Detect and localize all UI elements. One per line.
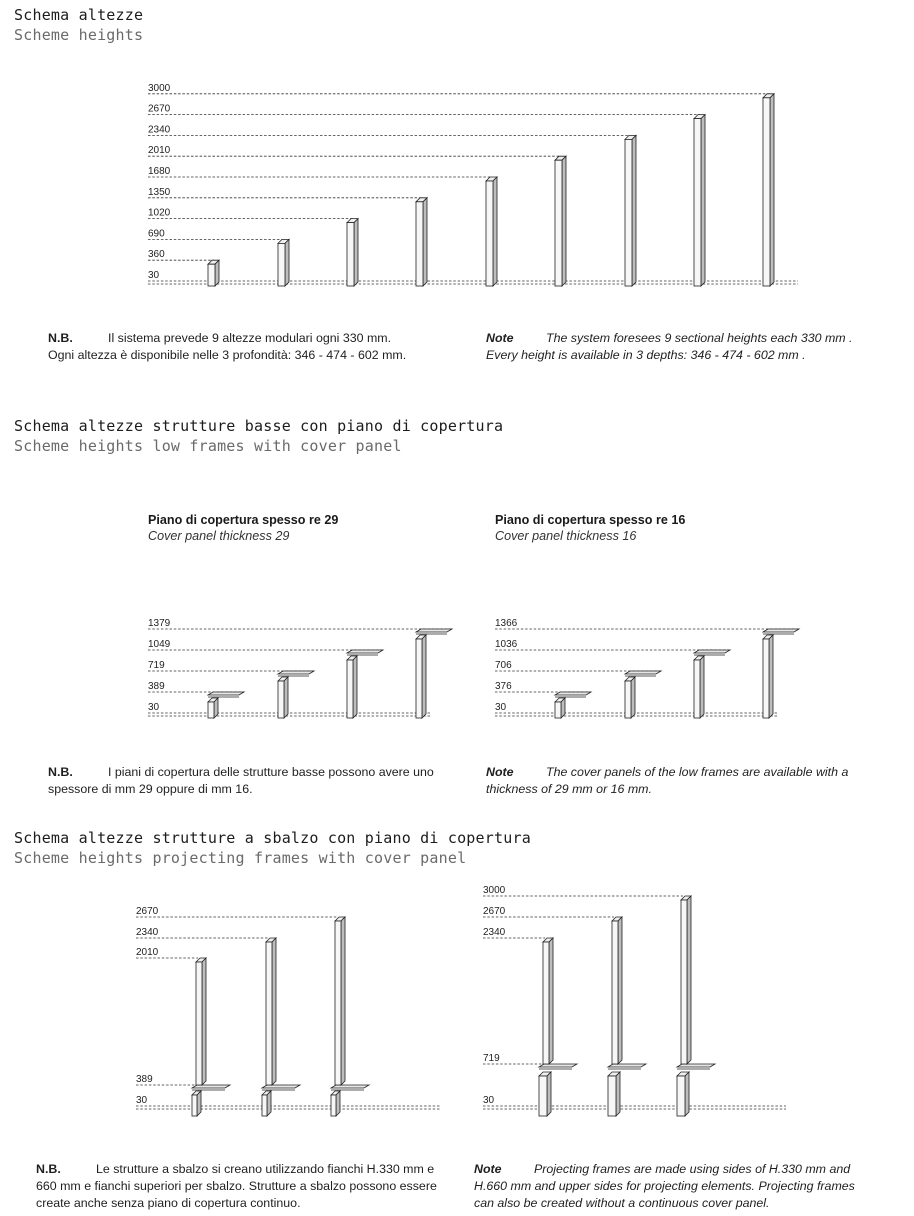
note-line: Every height is available in 3 depths: 346 - 474 - 602 mm . xyxy=(486,348,806,362)
base-side-panel-side xyxy=(616,1072,620,1116)
low-side-panel xyxy=(347,660,353,718)
low-side-panel-side xyxy=(769,635,773,718)
upper-side-panel xyxy=(335,921,341,1085)
height-label: 719 xyxy=(148,660,165,671)
upper-side-panel xyxy=(266,942,272,1085)
height-label: 1036 xyxy=(495,639,518,650)
side-panel-side xyxy=(562,156,566,286)
caption-it: Piano di copertura spesso re 29 xyxy=(148,513,339,527)
note-line: Il sistema prevede 9 altezze modulari ogni 330 mm. xyxy=(108,331,392,345)
base-side-panel-side xyxy=(336,1091,340,1116)
low-side-panel-side xyxy=(700,656,704,718)
base-side-panel xyxy=(539,1076,547,1116)
note-label: N.B. xyxy=(36,1162,61,1176)
height-label: 2010 xyxy=(136,947,159,958)
cover-panel xyxy=(331,1085,369,1088)
upper-side-panel-side xyxy=(341,917,345,1085)
note-line: The cover panels of the low frames are available with a xyxy=(546,765,849,779)
caption-en: Cover panel thickness 29 xyxy=(148,529,290,543)
side-panel xyxy=(208,264,215,286)
low-side-panel-side xyxy=(422,635,426,718)
upper-side-panel-side xyxy=(549,938,553,1064)
note-label: Note xyxy=(474,1162,502,1176)
note-label: N.B. xyxy=(48,765,73,779)
low-side-panel xyxy=(278,681,284,718)
height-label: 30 xyxy=(148,702,160,713)
note-line: H.660 mm and upper sides for projecting elements. Projecting frames xyxy=(474,1179,855,1193)
section2-note-it xyxy=(48,764,434,798)
note-line: spessore di mm 29 oppure di mm 16. xyxy=(48,782,253,796)
cover-panel xyxy=(677,1064,715,1067)
height-label: 690 xyxy=(148,228,165,240)
side-panel-side xyxy=(285,239,289,286)
height-label: 2340 xyxy=(136,927,159,938)
upper-side-panel-side xyxy=(202,958,206,1085)
note-label: Note xyxy=(486,331,514,345)
base-side-panel xyxy=(262,1095,267,1116)
cover-panel xyxy=(555,692,591,695)
height-label: 389 xyxy=(148,681,165,692)
section1-note-it xyxy=(48,330,406,364)
height-label: 376 xyxy=(495,681,512,692)
cover-panel xyxy=(192,1085,230,1088)
upper-side-panel xyxy=(612,921,618,1064)
left-panel-caption xyxy=(148,512,338,544)
upper-side-panel-side xyxy=(618,917,622,1064)
height-label: 719 xyxy=(483,1053,500,1064)
section3-subtitle: Scheme heights projecting frames with cover panel xyxy=(14,849,467,867)
height-label: 360 xyxy=(148,249,165,261)
side-panel xyxy=(486,181,493,286)
section2-title: Schema altezze strutture basse con piano di copertura xyxy=(14,417,504,435)
base-side-panel xyxy=(608,1076,616,1116)
base-side-panel-side xyxy=(267,1091,271,1116)
height-label: 30 xyxy=(148,270,160,281)
note-line: I piani di copertura delle strutture basse possono avere uno xyxy=(108,765,434,779)
height-label: 1680 xyxy=(148,166,171,177)
note-label: Note xyxy=(486,765,514,779)
cover-panel xyxy=(347,650,383,653)
cover-panel xyxy=(694,650,730,653)
note-line: create anche senza piano di copertura continuo. xyxy=(36,1196,301,1210)
cover-panel xyxy=(208,692,244,695)
section3-title: Schema altezze strutture a sbalzo con piano di copertura xyxy=(14,829,531,847)
base-side-panel-side xyxy=(685,1072,689,1116)
height-label: 1350 xyxy=(148,186,171,198)
height-label: 706 xyxy=(495,660,512,671)
side-panel xyxy=(763,98,770,286)
low-side-panel xyxy=(763,639,769,718)
side-panel-side xyxy=(701,115,705,286)
cover-panel xyxy=(416,629,452,632)
note-line: Le strutture a sbalzo si creano utilizzando fianchi H.330 mm e xyxy=(96,1162,435,1176)
side-panel xyxy=(625,139,632,286)
height-label: 1020 xyxy=(148,207,171,219)
section1-note-en xyxy=(486,330,852,364)
height-label: 1049 xyxy=(148,639,171,650)
low-side-panel-side xyxy=(284,677,288,718)
height-label: 1379 xyxy=(148,618,171,629)
low-side-panel xyxy=(694,660,700,718)
upper-side-panel-side xyxy=(687,896,691,1064)
low-side-panel xyxy=(208,702,214,718)
base-side-panel xyxy=(192,1095,197,1116)
side-panel xyxy=(347,223,354,286)
upper-side-panel-side xyxy=(272,938,276,1085)
cover-panel xyxy=(262,1085,300,1088)
side-panel-side xyxy=(632,135,636,286)
side-panel xyxy=(555,160,562,286)
height-label: 3000 xyxy=(148,82,171,94)
side-panel-side xyxy=(493,177,497,286)
cover-panel xyxy=(763,629,799,632)
height-label: 2010 xyxy=(148,145,171,157)
base-side-panel xyxy=(331,1095,336,1116)
low-side-panel-side xyxy=(561,698,565,718)
side-panel xyxy=(416,202,423,286)
cover-panel xyxy=(278,671,314,674)
height-label: 30 xyxy=(483,1095,495,1106)
upper-side-panel xyxy=(543,942,549,1064)
height-label: 389 xyxy=(136,1074,153,1085)
section2-note-en xyxy=(486,764,848,798)
height-label: 2670 xyxy=(148,103,171,115)
height-label: 2670 xyxy=(136,906,159,917)
low-side-panel-side xyxy=(631,677,635,718)
section3-note-it xyxy=(36,1161,437,1212)
cover-panel xyxy=(608,1064,646,1067)
base-side-panel xyxy=(677,1076,685,1116)
cover-panel xyxy=(539,1064,577,1067)
right-panel-caption xyxy=(495,512,685,544)
height-label: 1366 xyxy=(495,618,518,629)
low-side-panel xyxy=(555,702,561,718)
note-line: Ogni altezza è disponibile nelle 3 profondità: 346 - 474 - 602 mm. xyxy=(48,348,407,362)
height-label: 2340 xyxy=(483,927,506,938)
section2-subtitle: Scheme heights low frames with cover panel xyxy=(14,437,402,455)
note-line: thickness of 29 mm or 16 mm. xyxy=(486,782,652,796)
height-label: 2340 xyxy=(148,124,171,136)
low-side-panel-side xyxy=(353,656,357,718)
height-label: 2670 xyxy=(483,906,506,917)
section3-note-en xyxy=(474,1161,855,1212)
side-panel-side xyxy=(423,198,427,286)
section1-title: Schema altezze xyxy=(14,6,144,24)
cover-panel xyxy=(625,671,661,674)
height-label: 30 xyxy=(136,1095,148,1106)
note-line: Projecting frames are made using sides of H.330 mm and xyxy=(534,1162,851,1176)
upper-side-panel xyxy=(681,900,687,1064)
base-side-panel-side xyxy=(197,1091,201,1116)
side-panel xyxy=(694,119,701,286)
note-label: N.B. xyxy=(48,331,73,345)
upper-side-panel xyxy=(196,962,202,1085)
note-line: 660 mm e fianchi superiori per sbalzo. Strutture a sbalzo possono essere xyxy=(36,1179,437,1193)
side-panel-side xyxy=(215,260,219,286)
section1-subtitle: Scheme heights xyxy=(14,26,144,44)
height-label: 3000 xyxy=(483,885,506,896)
height-label: 30 xyxy=(495,702,507,713)
base-side-panel-side xyxy=(547,1072,551,1116)
caption-it: Piano di copertura spesso re 16 xyxy=(495,513,686,527)
low-side-panel xyxy=(625,681,631,718)
low-side-panel xyxy=(416,639,422,718)
side-panel xyxy=(278,243,285,286)
note-line: can also be created without a continuous cover panel. xyxy=(474,1196,770,1210)
note-line: The system foresees 9 sectional heights each 330 mm . xyxy=(546,331,853,345)
side-panel-side xyxy=(770,94,774,286)
caption-en: Cover panel thickness 16 xyxy=(495,529,637,543)
side-panel-side xyxy=(354,219,358,286)
low-side-panel-side xyxy=(214,698,218,718)
